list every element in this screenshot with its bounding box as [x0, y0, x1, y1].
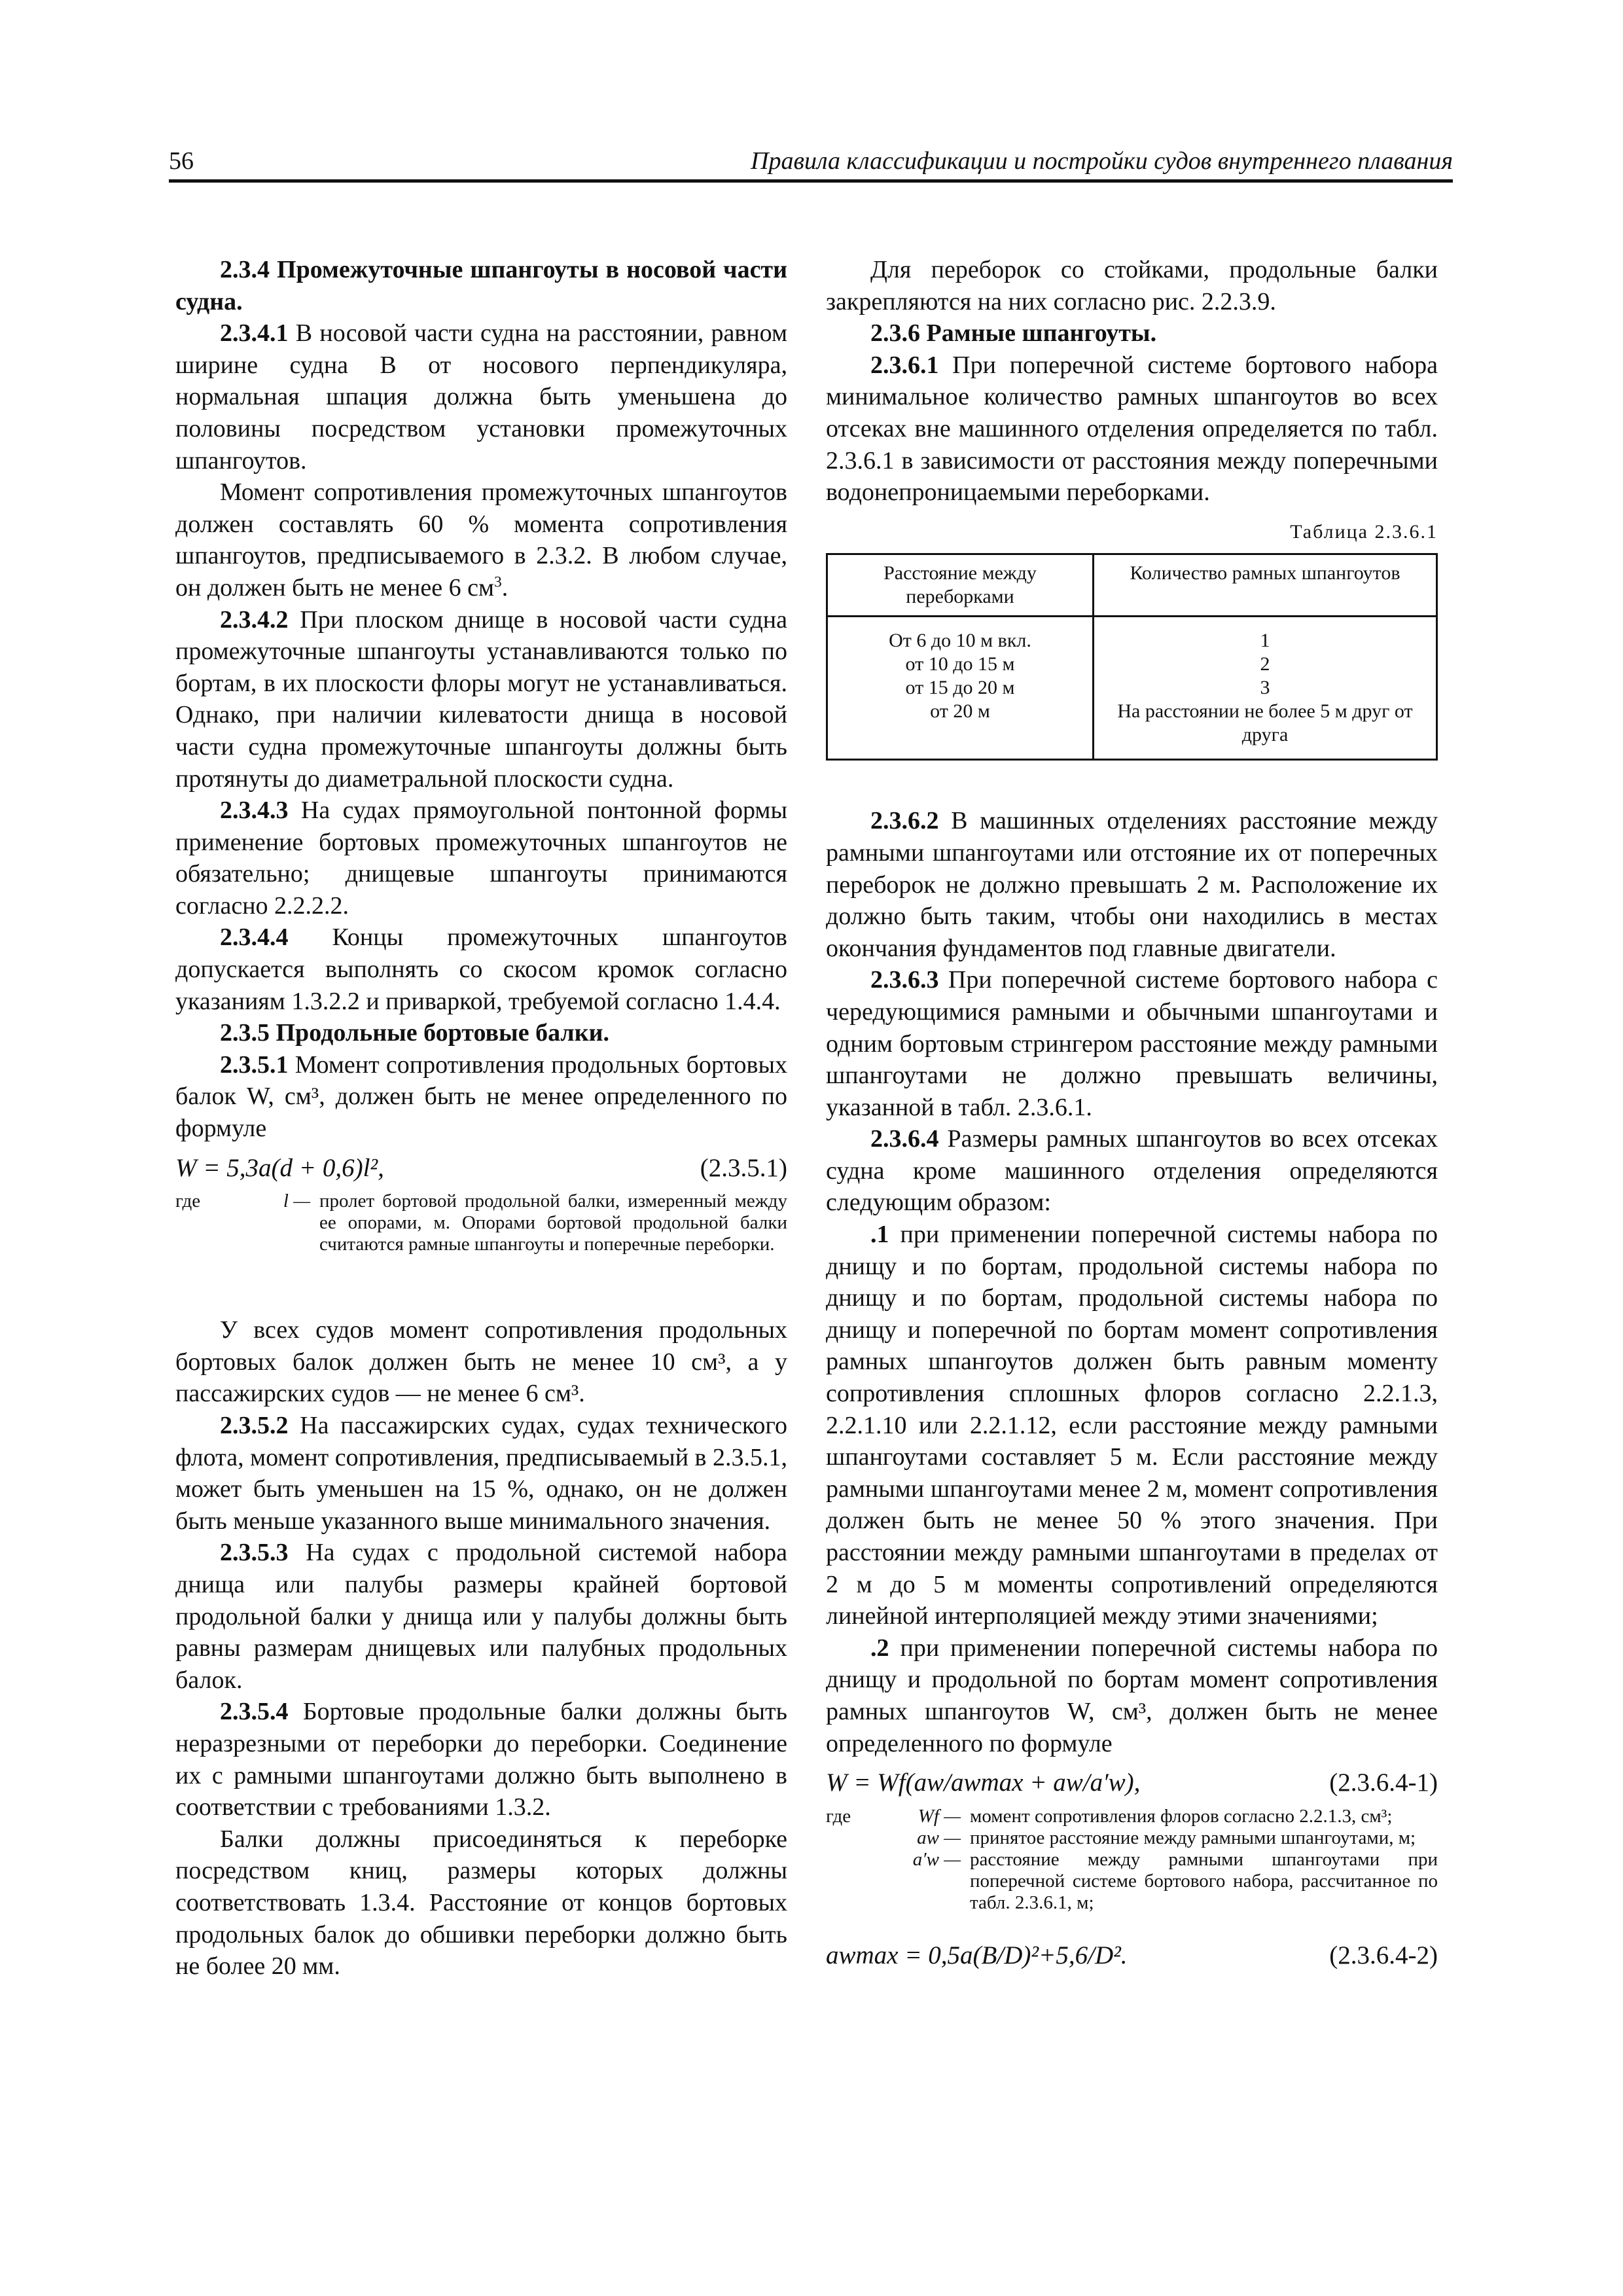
where-label: где [826, 1805, 851, 1827]
formula-definitions [826, 1806, 1438, 1914]
table-cell-counts: 1 2 3 На расстоянии не более 5 м друг от друга [1094, 617, 1437, 760]
para-2-3-4-3: 2.3.4.3 На судах прямоугольной понтонной формы применение бортовых промежуточных шпангоутов не обязательно; днищевые шпангоуты принимаются согласно 2.2.2.2. [175, 797, 787, 920]
def-description: расстояние между рамными шпангоутами при поперечной системе бортового набора, рассчитанное по табл. 2.3.6.1, м; [970, 1848, 1438, 1913]
def-symbol: Wf — [918, 1805, 961, 1827]
web-frames-table [826, 553, 1438, 761]
heading-2-3-5: 2.3.5 Продольные бортовые балки. [220, 1019, 610, 1047]
page-header [169, 145, 1453, 183]
right-column [826, 254, 1438, 1978]
formula-definitions [175, 1191, 787, 1255]
def-description: принятое расстояние между рамными шпангоутами, м; [970, 1827, 1416, 1848]
page-number: 56 [169, 147, 194, 175]
para-2-3-5-1: 2.3.5.1 Момент сопротивления продольных бортовых балок W, см³, должен быть не менее определенного по формуле [175, 1050, 787, 1143]
para-all-ships: У всех судов момент сопротивления продольных бортовых балок должен быть не менее 10 см³, а у пассажирских судов — не менее 6 см³. [175, 1316, 787, 1408]
formula-number: (2.3.5.1) [700, 1153, 787, 1182]
para-2-3-4-1: 2.3.4.1 В носовой части судна на расстоянии, равном ширине судна В от носового перпендикуляра, нормальная шпация должна быть уменьшена до половины посредством установки промежуточных шпангоутов. [175, 319, 787, 475]
formula-2-3-5-1 [175, 1153, 787, 1185]
para-beams: Балки должны присоединяться к переборке посредством книц, размеры которых должны соответствовать 1.3.4. Расстояние от концов бортовых продольных балок до обшивки переборки должно быть не более 20 мм. [175, 1825, 787, 1981]
para-2-3-6-1: 2.3.6.1 При поперечной системе бортового набора минимальное количество рамных шпангоутов во всех отсеках вне машинного отделения определяется по табл. 2.3.6.1 в зависимости от расстояния между поперечными водонепроницаемыми переборками. [826, 351, 1438, 507]
def-symbol: aw — [917, 1827, 961, 1848]
formula-2-3-6-4-2 [826, 1940, 1438, 1972]
para-2-3-6-4: 2.3.6.4 Размеры рамных шпангоутов во всех отсеках судна кроме машинного отделения определяются следующим образом: [826, 1125, 1438, 1217]
def-description: момент сопротивления флоров согласно 2.2.1.3, см³; [970, 1805, 1393, 1827]
para-2-3-6-2: 2.3.6.2 В машинных отделениях расстояние между рамными шпангоутами или отстояние их от поперечных переборок не должно превышать 2 м. Расположение их должно быть таким, чтобы они находились в местах окончания фундаментов под главные двигатели. [826, 807, 1438, 962]
def-description: пролет бортовой продольной балки, измеренный между ее опорами, м. Опорами бортовой продольной балки считаются рамные шпангоуты и поперечные переборки. [319, 1191, 787, 1255]
formula-number: (2.3.6.4-1) [1329, 1768, 1438, 1797]
para-bulkheads: Для переборок со стойками, продольные балки закрепляются на них согласно рис. 2.2.3.9. [826, 256, 1438, 315]
item-1: .1 при применении поперечной системы набора по днищу и по бортам, продольной системы набора по днищу и по бортам, продольной системы набора по днищу и поперечной по бортам момент сопротивления рамных шпангоутов должен быть равным моменту сопротивления сплошных флоров согласно 2.2.1.3, 2.2.1.10 или 2.2.1.12, если расстояние между рамными шпангоутами составляет 5 м. Если расстояние между рамными шпангоутами менее 2 м, момент сопротивления должен быть не менее 50 % этого значения. При расстоянии между рамными шпангоутами в пределах от 2 м до 5 м моменты сопротивлений определяются линейной интерполяцией между этими значениями; [826, 1221, 1438, 1630]
heading-2-3-6: 2.3.6 Рамные шпангоуты. [870, 319, 1157, 348]
table-header-count: Количество рамных шпангоутов [1094, 554, 1437, 617]
item-2: .2 при применении поперечной системы набора по днищу и продольной по бортам момент сопротивления рамных шпангоутов W, см³, должен быть не менее определенного по формуле [826, 1634, 1438, 1757]
running-title: Правила классификации и постройки судов внутреннего плавания [751, 147, 1453, 175]
formula-expression: awmax = 0,5a(B/D)²+5,6/D². [826, 1941, 1128, 1969]
para-2-3-4-2: 2.3.4.2 При плоском днище в носовой части судна промежуточные шпангоуты устанавливаются только по бортам, в их плоскости флоры могут не устанавливаться. Однако, при наличии килеватости днища в носовой части судна промежуточные шпангоуты должны быть протянуты до диаметральной плоскости судна. [175, 605, 787, 793]
table-cell-distances: От 6 до 10 м вкл. от 10 до 15 м от 15 до 20 м от 20 м [827, 617, 1094, 760]
def-symbol: a′w — [912, 1848, 961, 1870]
def-symbol: l — [283, 1191, 310, 1212]
formula-2-3-6-4-1 [826, 1767, 1438, 1799]
para-2-3-6-3: 2.3.6.3 При поперечной системе бортового набора с чередующимися рамными и обычными шпангоутами и одним бортовым стрингером расстояние между рамными шпангоутами не должно превышать величины, указанной в табл. 2.3.6.1. [826, 966, 1438, 1121]
formula-expression: W = 5,3a(d + 0,6)l², [175, 1153, 384, 1182]
table-header-distance: Расстояние между переборками [827, 554, 1094, 617]
formula-number: (2.3.6.4-2) [1329, 1941, 1438, 1969]
left-column [175, 254, 787, 1982]
para-moment: Момент сопротивления промежуточных шпангоутов должен составлять 60 % момента сопротивления шпангоутов, предписываемого в 2.3.2. В любом случае, он должен быть не менее 6 $см^3$. [175, 478, 787, 601]
para-2-3-5-3: 2.3.5.3 На судах с продольной системой набора днища или палубы размеры крайней бортовой продольной балки у днища или у палубы должны быть равны размерам днищевых или палубных продольных балок. [175, 1539, 787, 1694]
table-caption: Таблица 2.3.6.1 [1290, 520, 1438, 543]
where-label: где [175, 1191, 201, 1212]
para-2-3-5-2: 2.3.5.2 На пассажирских судах, судах технического флота, момент сопротивления, предписываемый в 2.3.5.1, может быть уменьшен на 15 %, однако, он не должен быть меньше указанного выше минимального значения. [175, 1412, 787, 1535]
heading-2-3-4: 2.3.4 Промежуточные шпангоуты в носовой части судна. [175, 256, 787, 315]
para-2-3-4-4: 2.3.4.4 Концы промежуточных шпангоутов допускается выполнять со скосом кромок согласно указаниям 1.3.2.2 и приваркой, требуемой согласно 1.4.4. [175, 924, 787, 1015]
para-2-3-5-4: 2.3.5.4 Бортовые продольные балки должны быть неразрезными от переборки до переборки. Соединение их с рамными шпангоутами должно быть выполнено в соответствии с требованиями 1.3.2. [175, 1698, 787, 1821]
formula-expression: W = Wf(aw/awmax + aw/a′w), [826, 1768, 1141, 1797]
